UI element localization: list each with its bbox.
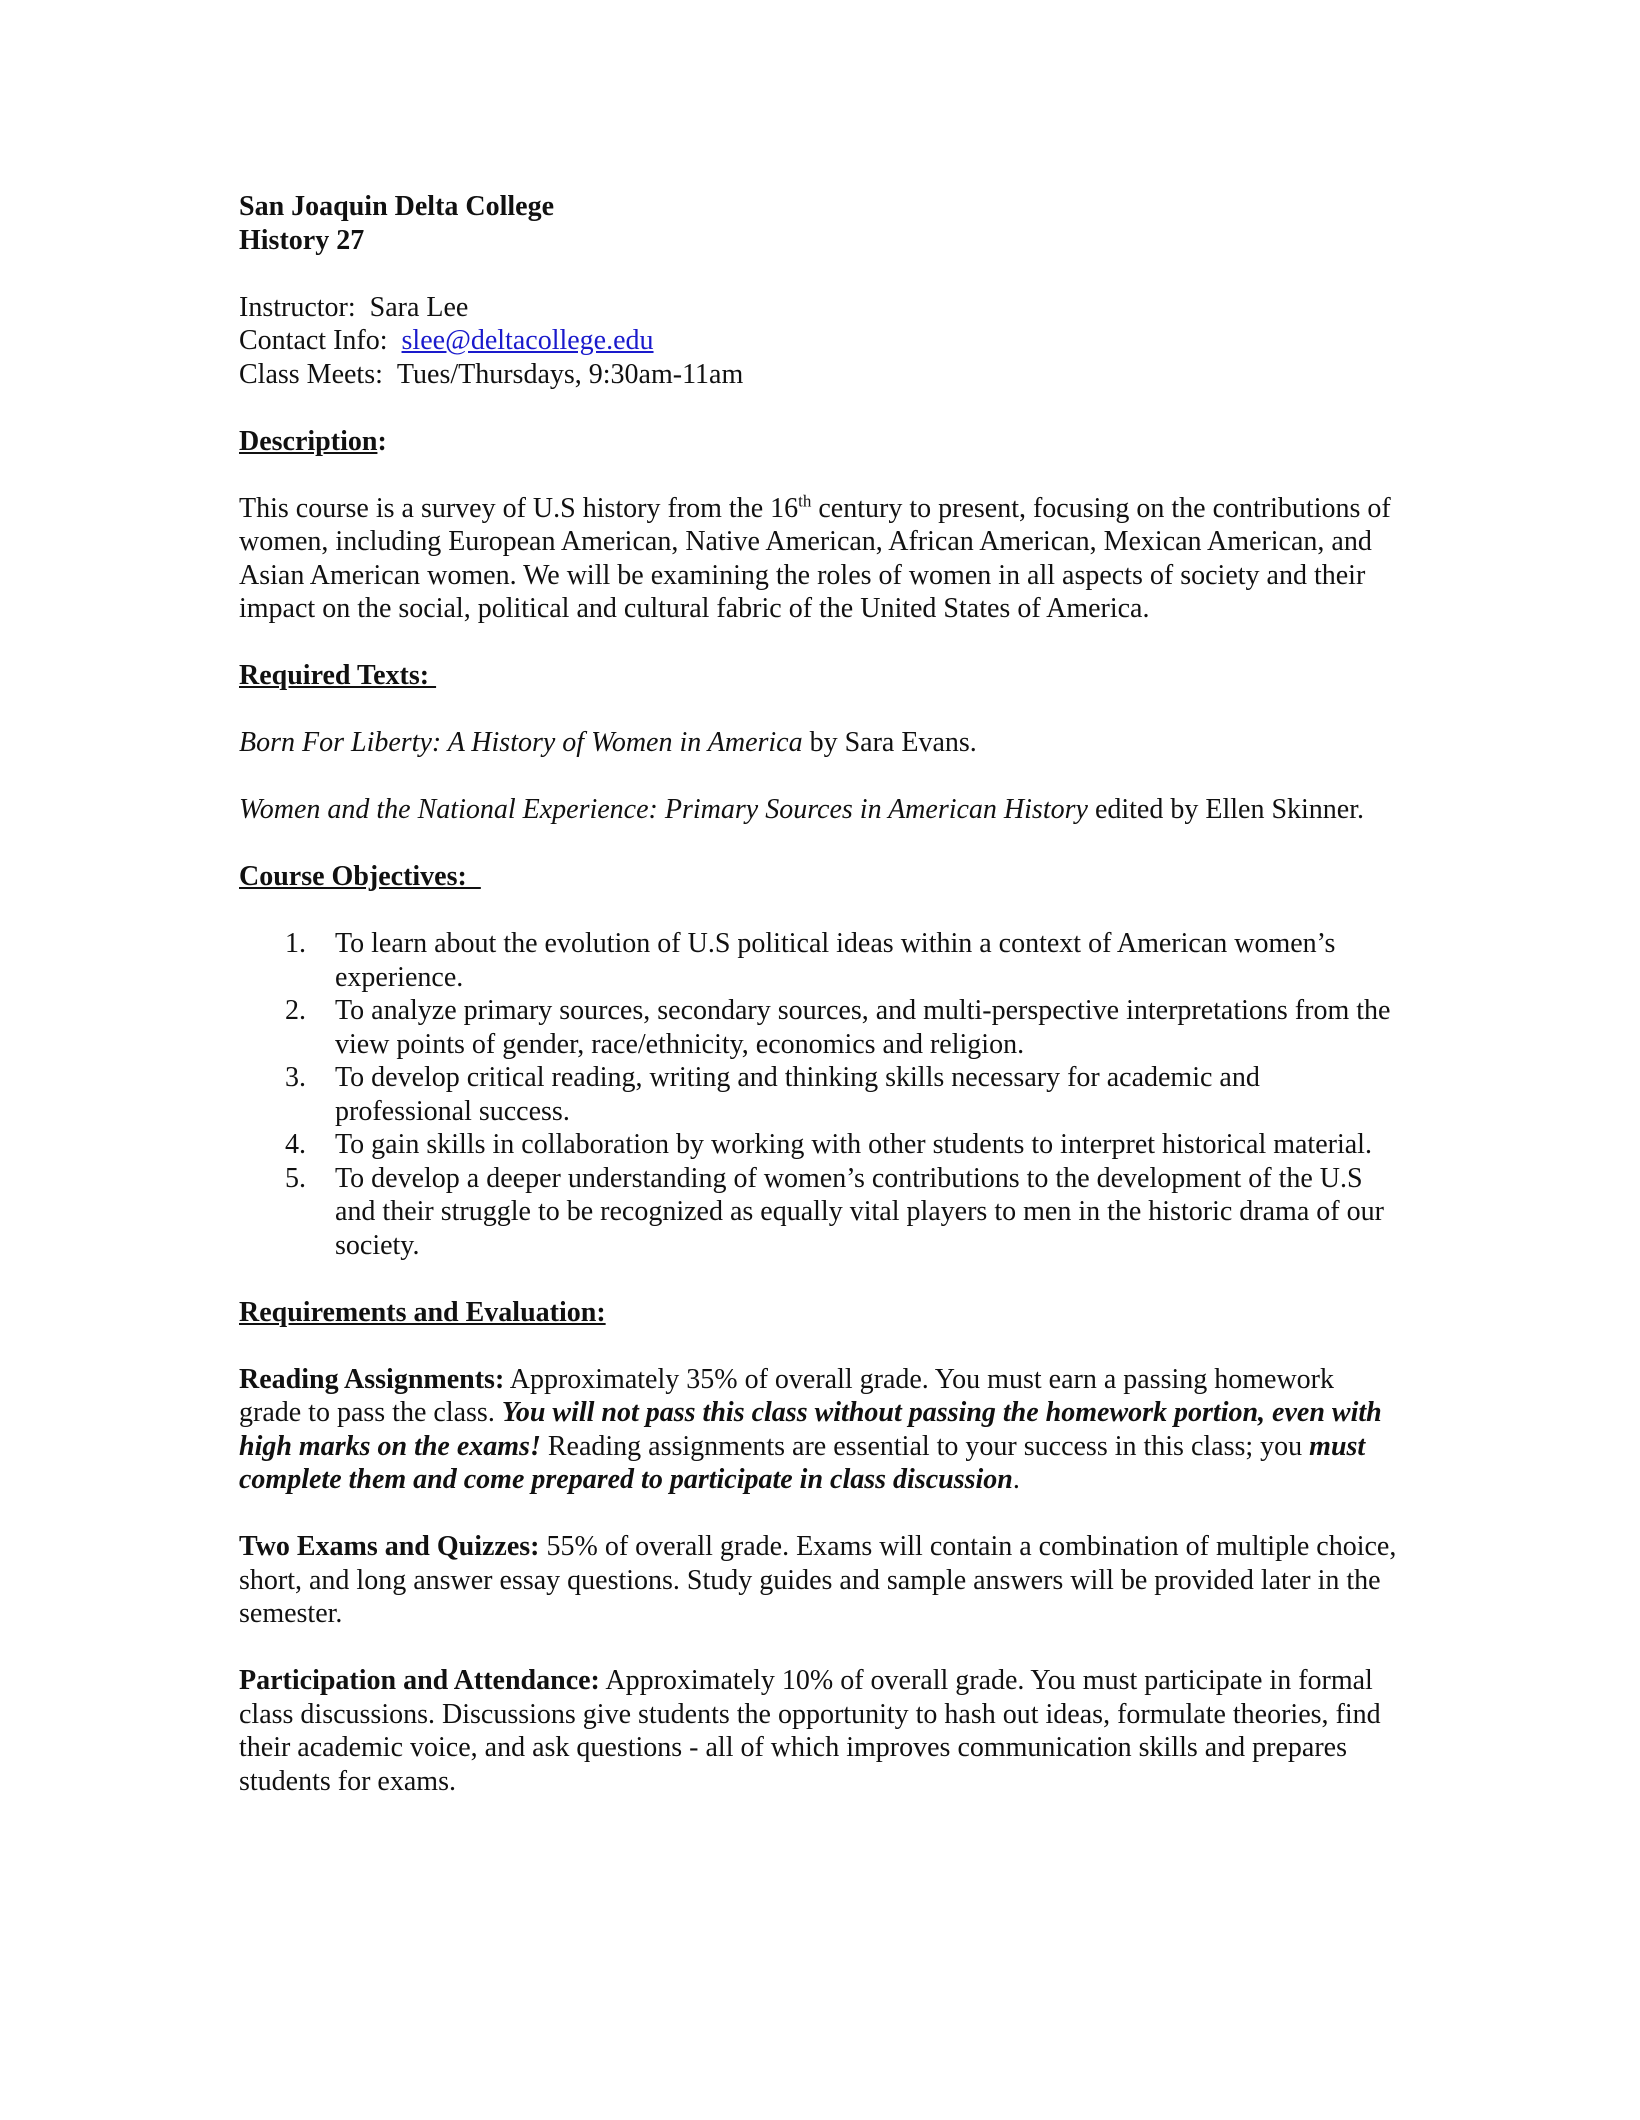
objective-number: 5.: [285, 1162, 306, 1194]
book-1-author: by Sara Evans.: [802, 727, 977, 758]
description-text-start: This course is a survey of U.S history from the 16: [239, 492, 799, 524]
objective-item: [239, 1061, 1399, 1128]
meets-line: [239, 358, 1399, 392]
reading-emphasis-1: You will not pass this class without passing the homework portion, even with high marks on the exams!: [239, 1397, 1382, 1462]
instructor-value: Sara Lee: [369, 291, 469, 323]
required-texts-heading-text: Required Texts:: [239, 660, 437, 691]
contact-email-link[interactable]: slee@deltacollege.edu: [401, 325, 654, 356]
objective-text: To develop critical reading, writing and thinking skills necessary for academic and professional success.: [335, 1062, 1260, 1127]
objective-item: [239, 994, 1399, 1061]
objective-number: 2.: [285, 995, 306, 1026]
objectives-list: [239, 927, 1399, 1262]
syllabus-page: [239, 190, 1399, 1798]
objectives-heading: [239, 860, 1399, 894]
book-2: [239, 793, 1399, 827]
instructor-line: [239, 291, 1399, 325]
reading-emphasis-2: must complete them and come prepared to participate in class discussion: [239, 1430, 1366, 1495]
requirements-heading-text: Requirements and Evaluation:: [239, 1296, 606, 1328]
objective-text: To develop a deeper understanding of women’s contributions to the development of the U.S and their struggle to be recognized as equally vital players to men in the historic drama of our society.: [335, 1162, 1384, 1261]
book-1-title: Born For Liberty: A History of Women in America: [239, 727, 803, 758]
objective-item: [239, 1162, 1399, 1263]
contact-line: [239, 324, 1399, 358]
objective-text: To gain skills in collaboration by working with other students to interpret historical material.: [335, 1129, 1372, 1160]
reading-assignments-label: Reading Assignments:: [239, 1363, 505, 1395]
exams-label: Two Exams and Quizzes:: [239, 1531, 540, 1562]
exams-paragraph: [239, 1530, 1399, 1631]
objective-text: To analyze primary sources, secondary sources, and multi-perspective interpretations from the view points of gender, race/ethnicity, economics and religion.: [335, 995, 1391, 1060]
description-heading-text: Description: [239, 425, 378, 457]
objective-number: 3.: [285, 1062, 306, 1093]
objective-number: 4.: [285, 1129, 306, 1160]
reading-assignments-paragraph: [239, 1363, 1399, 1497]
objective-text: To learn about the evolution of U.S political ideas within a context of American women’s experience.: [335, 928, 1336, 993]
exams-text: 55% of overall grade. Exams will contain a combination of multiple choice, short, and long answer essay questions. Study guides and sample answers will be provided later in the semester.: [239, 1531, 1397, 1629]
course-title: History 27: [239, 224, 365, 256]
description-heading-colon: :: [377, 425, 387, 457]
reading-text-1: Approximately 35% of overall grade. You must earn a passing homework grade to pass the class.: [239, 1363, 1334, 1428]
instructor-label: Instructor:: [239, 291, 356, 323]
description-paragraph: [239, 492, 1399, 626]
required-texts-heading: [239, 659, 1399, 693]
reading-text-3: .: [1012, 1464, 1020, 1495]
objectives-heading-text: Course Objectives:: [239, 861, 481, 892]
book-2-title: Women and the National Experience: Primary Sources in American History: [239, 794, 1088, 825]
meets-label: Class Meets:: [239, 358, 383, 390]
contact-label: Contact Info:: [239, 325, 388, 356]
objective-item: [239, 1128, 1399, 1162]
description-sup: th: [798, 491, 812, 511]
requirements-heading: [239, 1296, 1399, 1330]
college-name: San Joaquin Delta College: [239, 191, 555, 222]
reading-text-2: Reading assignments are essential to your success in this class; you: [540, 1430, 1310, 1462]
participation-paragraph: [239, 1664, 1399, 1798]
book-1: [239, 726, 1399, 760]
objective-item: [239, 927, 1399, 994]
objective-number: 1.: [285, 928, 306, 959]
description-text-end: century to present, focusing on the contributions of women, including European American, Native American, African American, Mexican American, and Asian American women. We will be examining the roles of women in all aspects of society and their impact on the social, political and cultural fabric of the United States of America.: [239, 492, 1391, 624]
meets-value: Tues/Thursdays, 9:30am-11am: [396, 358, 744, 390]
description-heading: [239, 425, 1399, 459]
participation-label: Participation and Attendance:: [239, 1665, 600, 1696]
participation-text: Approximately 10% of overall grade. You must participate in formal class discussions. Discussions give students the opportunity to hash out ideas, formulate theories, find their academic voice, and ask questions - all of which improves communication skills and prepares students for exams.: [239, 1665, 1381, 1797]
book-2-editor: edited by Ellen Skinner.: [1087, 794, 1364, 825]
